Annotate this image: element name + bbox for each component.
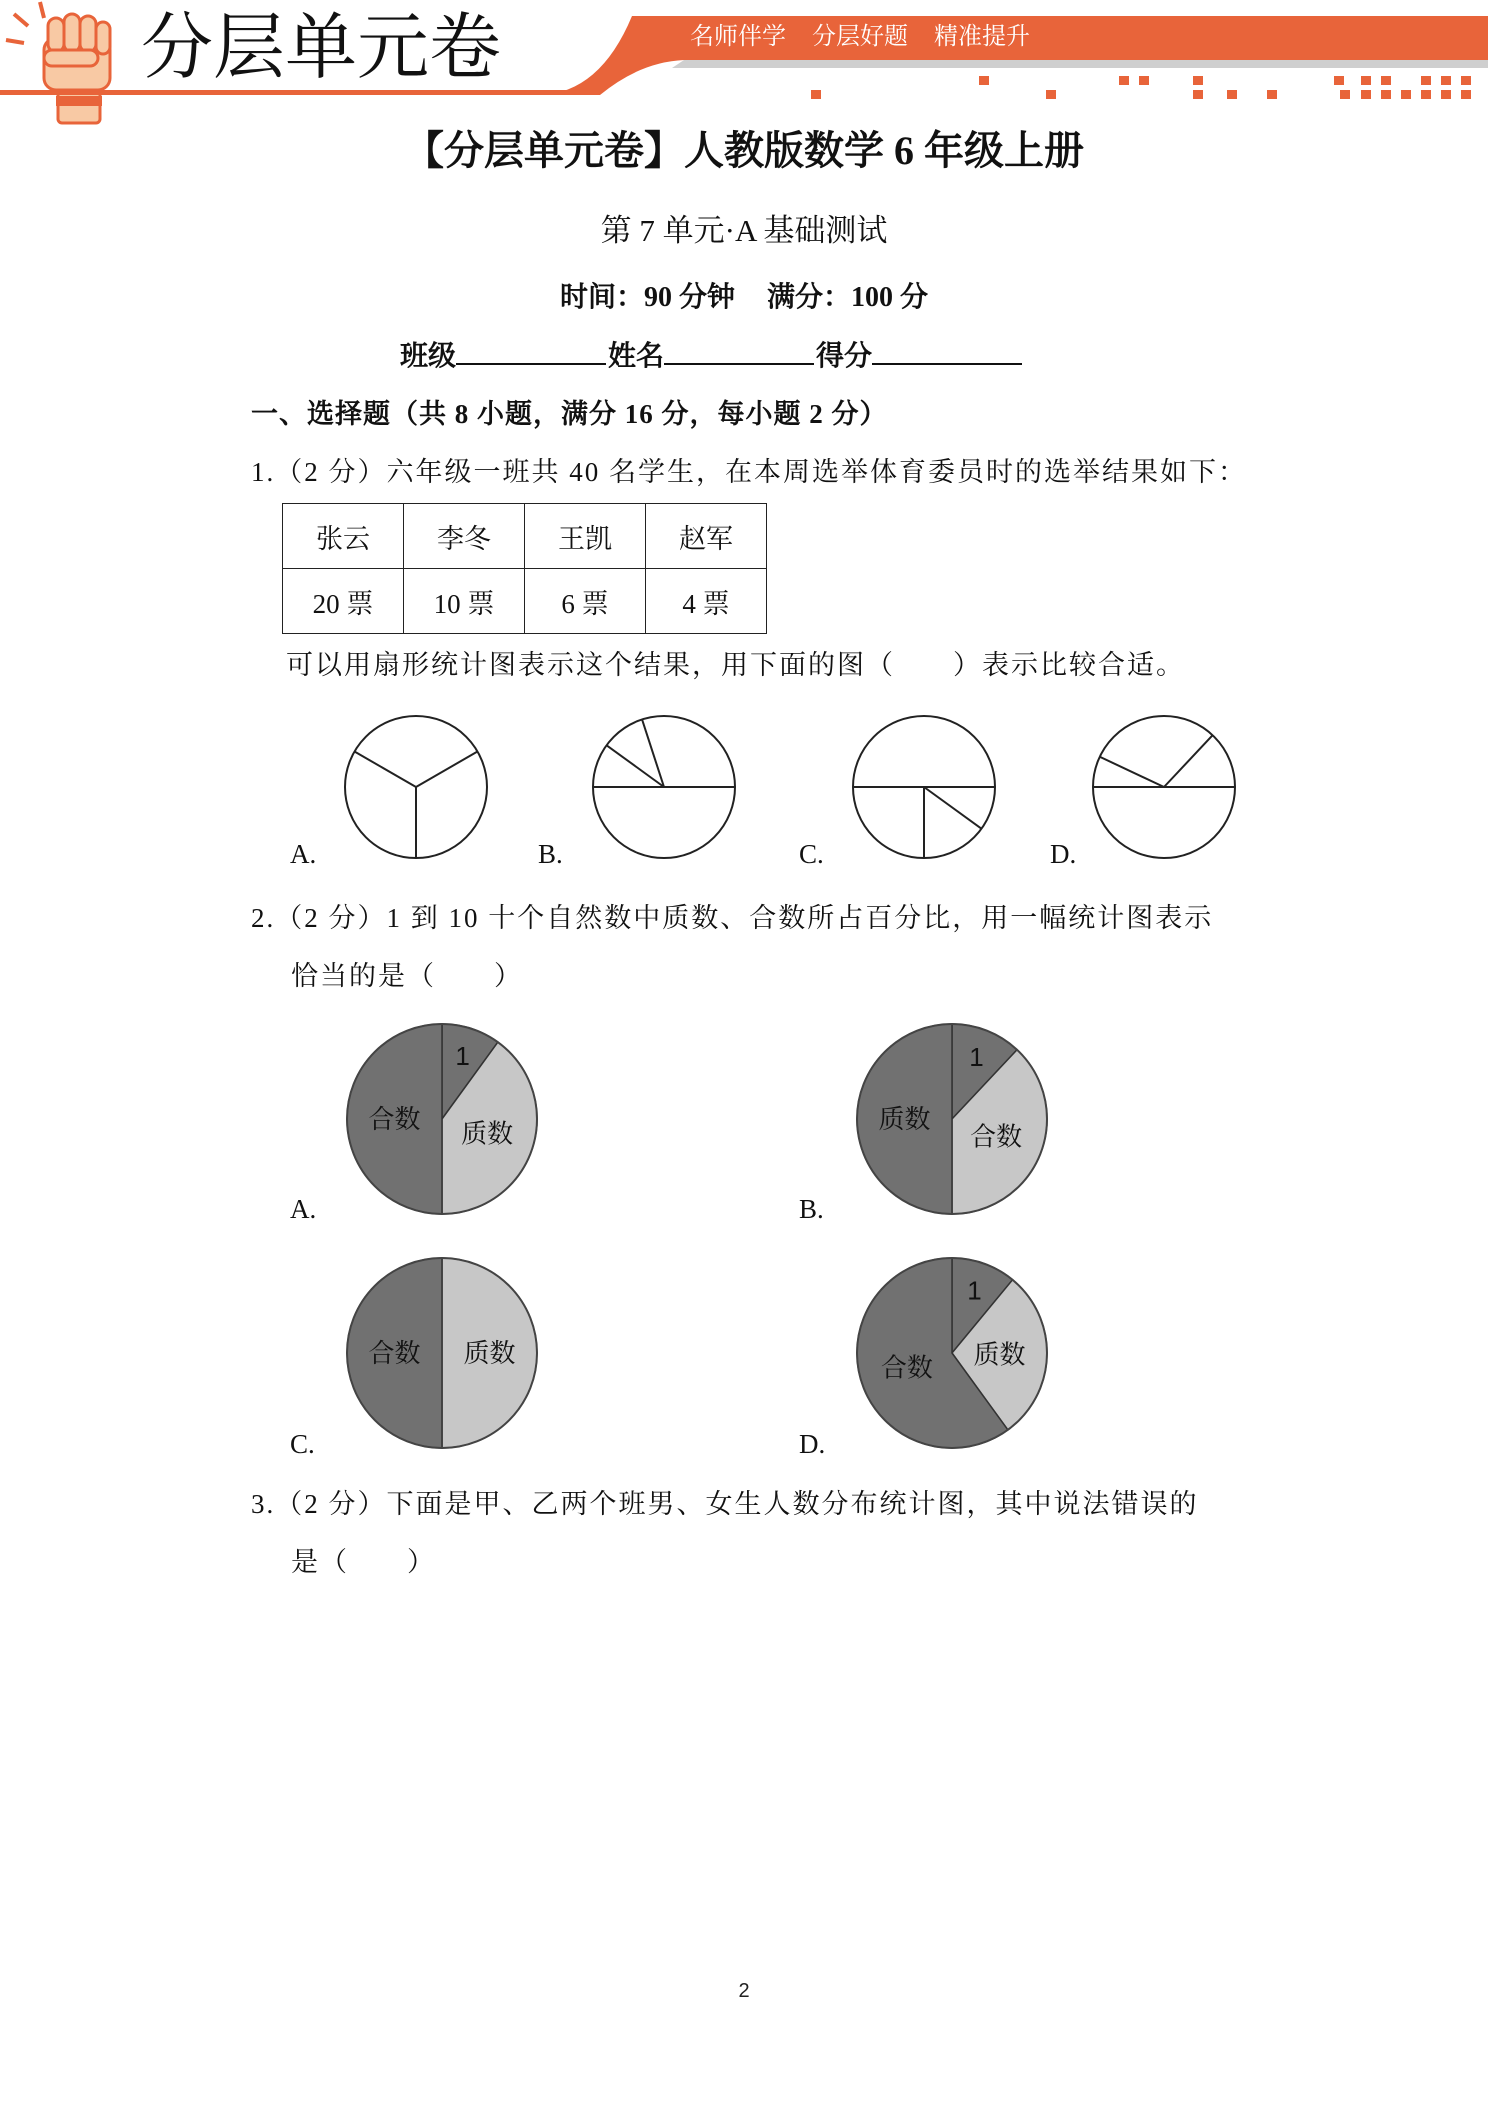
table-cell: 10 票 — [404, 569, 525, 634]
decor-square — [1381, 76, 1391, 85]
decor-square — [1361, 90, 1371, 99]
q2-option-a-slice-label: 1 — [455, 1040, 470, 1071]
class-label: 班级 — [400, 341, 457, 372]
slogan-item: 分层好题 — [812, 23, 908, 50]
decor-square — [1139, 76, 1149, 85]
decor-square — [1193, 90, 1203, 99]
decor-square — [1334, 76, 1344, 85]
q1-option-d-divider — [1164, 735, 1213, 787]
class-blank — [456, 337, 606, 365]
table-row — [283, 569, 767, 634]
q2-option-pies — [0, 1000, 1488, 1470]
student-info-line — [400, 337, 1024, 376]
q1-option-figures — [0, 700, 1488, 870]
score-blank — [872, 337, 1022, 365]
table-cell: 4 票 — [646, 569, 767, 634]
q2-option-d-slice-label: 合数 — [880, 1352, 933, 1383]
decor-square — [1381, 90, 1391, 99]
q1-option-b-divider — [607, 745, 664, 787]
q2-option-b-slice-label: 质数 — [878, 1104, 931, 1134]
q2-option-d-slice-label: 质数 — [973, 1339, 1026, 1370]
q2-option-c-slice-label: 质数 — [463, 1338, 516, 1368]
q2-option-b-slice-label: 合数 — [970, 1121, 1023, 1152]
table-header-cell: 王凯 — [525, 504, 646, 569]
decor-square — [1401, 90, 1411, 99]
slogan-item: 名师伴学 — [690, 23, 786, 50]
decor-square — [1441, 90, 1451, 99]
decor-square — [1119, 76, 1129, 85]
q2-option-c-slice-label: 合数 — [368, 1338, 421, 1368]
q1-option-c-label: C. — [799, 839, 824, 869]
table-row — [283, 504, 767, 569]
q2-option-b-label: B. — [799, 1194, 824, 1224]
decor-square — [1421, 76, 1431, 85]
q2-stem-line2: 恰当的是（ ） — [291, 961, 523, 991]
page-number: 2 — [738, 1980, 750, 2002]
exam-full-score: 满分：100 分 — [767, 282, 929, 313]
q2-option-a-slice-label: 质数 — [461, 1118, 514, 1149]
slogan-item: 精准提升 — [934, 23, 1030, 50]
name-label: 姓名 — [608, 341, 665, 372]
decor-square — [1340, 90, 1350, 99]
exam-meta — [0, 280, 1488, 316]
q1-option-a-divider — [416, 752, 477, 788]
fist-icon — [6, 2, 110, 123]
decor-square — [1046, 90, 1056, 99]
header-grey-strip — [672, 60, 1488, 68]
header-slogan — [690, 22, 1056, 52]
table-header-cell: 张云 — [283, 504, 404, 569]
decor-square — [979, 76, 989, 85]
q2-option-d-slice-label: 1 — [967, 1275, 982, 1306]
q1-option-a-label: A. — [290, 839, 317, 869]
q2-stem-line1: 2.（2 分）1 到 10 十个自然数中质数、合数所占百分比，用一幅统计图表示 — [251, 903, 1214, 933]
q1-option-d-label: D. — [1050, 839, 1077, 869]
q3-stem-line1: 3.（2 分）下面是甲、乙两个班男、女生人数分布统计图，其中说法错误的 — [251, 1489, 1199, 1519]
decor-square — [1361, 76, 1371, 85]
name-blank — [664, 337, 814, 365]
q2-option-a-label: A. — [290, 1194, 317, 1224]
q2-option-c-label: C. — [290, 1429, 315, 1459]
q1-vote-table — [282, 503, 767, 634]
decor-square — [1421, 90, 1431, 99]
page-title: 【分层单元卷】人教版数学 6 年级上册 — [404, 128, 1084, 173]
brand-title: 分层单元卷 — [141, 8, 502, 88]
q1-option-b-divider — [642, 719, 664, 787]
q1-option-d-divider — [1100, 757, 1164, 787]
q1-option-a-divider — [354, 752, 416, 787]
score-label: 得分 — [816, 341, 873, 372]
q2-option-d-label: D. — [799, 1429, 826, 1459]
q2-option-b-slice-label: 1 — [969, 1042, 984, 1073]
decor-squares — [811, 76, 1471, 99]
decor-square — [1441, 76, 1451, 85]
page-subtitle: 第 7 单元·A 基础测试 — [600, 213, 888, 248]
decor-square — [1461, 90, 1471, 99]
decor-square — [1227, 90, 1237, 99]
q1-option-b-label: B. — [538, 839, 563, 869]
decor-square — [1267, 90, 1277, 99]
table-cell: 20 票 — [283, 569, 404, 634]
q1-option-c-divider — [924, 787, 981, 829]
decor-square — [1193, 76, 1203, 85]
section-heading: 一、选择题（共 8 小题，满分 16 分，每小题 2 分） — [251, 399, 888, 429]
table-header-cell: 李冬 — [404, 504, 525, 569]
q1-prompt: 可以用扇形统计图表示这个结果，用下面的图（ ）表示比较合适。 — [286, 650, 1185, 680]
decor-square — [1461, 76, 1471, 85]
table-header-cell: 赵军 — [646, 504, 767, 569]
decor-square — [811, 90, 821, 99]
exam-time: 时间：90 分钟 — [559, 282, 735, 313]
q1-stem: 1.（2 分）六年级一班共 40 名学生，在本周选举体育委员时的选举结果如下： — [251, 457, 1247, 487]
table-cell: 6 票 — [525, 569, 646, 634]
q3-stem-line2: 是（ ） — [291, 1547, 436, 1577]
q2-option-a-slice-label: 合数 — [368, 1104, 421, 1134]
header-underline — [0, 90, 570, 95]
